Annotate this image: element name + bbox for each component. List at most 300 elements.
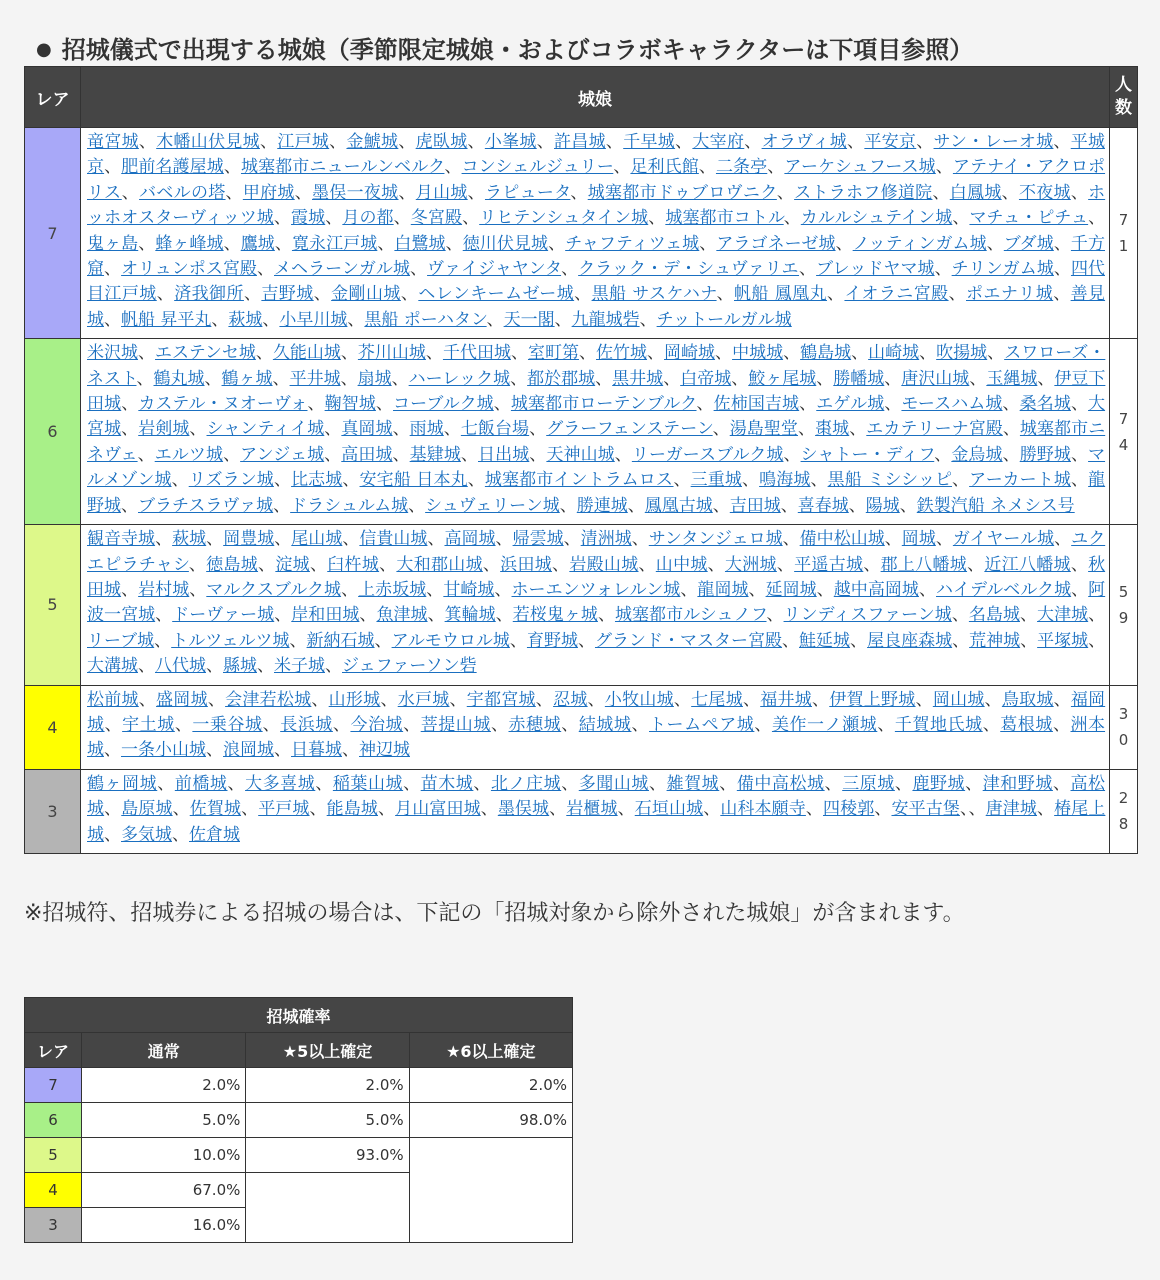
castle-girl-link[interactable]: 平井城 bbox=[289, 368, 341, 389]
castle-girl-link[interactable]: 吹揚城 bbox=[936, 343, 988, 364]
castle-girl-link[interactable]: 縣城 bbox=[223, 656, 257, 677]
castle-girl-link[interactable]: 四代目江戸城 bbox=[87, 259, 1105, 305]
castle-girl-link[interactable]: 小牧山城 bbox=[604, 689, 674, 710]
castle-girl-link[interactable]: 鶴丸城 bbox=[153, 368, 205, 389]
castle-girl-link[interactable]: アーケシュフース城 bbox=[784, 157, 936, 178]
castle-girl-link[interactable]: 中城城 bbox=[732, 343, 784, 364]
castle-girl-link[interactable]: 岸和田城 bbox=[291, 605, 360, 626]
castle-girl-link[interactable]: 岡崎城 bbox=[664, 343, 716, 364]
castle-girl-list: 竜宮城、木幡山伏見城、江戸城、金鯱城、虎臥城、小峯城、許昌城、千早城、大宰府、オラヴィ城、平安京、サン・レーオ城、平城京、肥前名護屋城、城塞都市ニュールンベルク、コンシェルジュリー、足利氏館、二条亭、アーケシュフース城、アテナイ・アクロポリス、バベルの塔、甲府城、墨俣一夜城、月山城、ラピュータ、城塞都市ドゥブロヴニク、ストラホフ修道院、白鳳城、不夜城、ホッホオスターヴィッツ城、霞城、月の都、冬宮殿、リヒテンシュタイン城、城塞都市コトル、カルルシュテイン城、マチュ・ピチュ、鬼ヶ島、蜂ヶ峰城、鷹城、寛永江戸城、白鷺城、徳川伏見城、チャフティツェ城、アラゴネーゼ城、ノッティンガム城、ブダ城、千方窟、オリュンポス宮殿、メヘラーンガル城、ヴァイジャヤンタ、クラック・デ・シュヴァリエ、ブレッドヤマ城、チリンガム城、四代目江戸城、済我御所、吉野城、金剛山城、ヘレンキームゼー城、黒船 サスケハナ、帆船 鳳凰丸、イオラニ宮殿、ポエナリ城、善見城、帆船 昇平丸、萩城、小早川城、黒船 ポーハタン、天一閣、九龍城砦、チットールガル城 bbox=[81, 128, 1110, 339]
castle-girl-link[interactable]: 延岡城 bbox=[765, 579, 817, 600]
castle-girl-link[interactable]: 尾山城 bbox=[291, 529, 343, 550]
castle-girl-link[interactable]: 肥前名護屋城 bbox=[121, 157, 224, 178]
castle-girl-link[interactable]: 若桜鬼ヶ城 bbox=[512, 605, 598, 626]
castle-girl-link[interactable]: 石垣山城 bbox=[634, 799, 704, 820]
prob-6plus-cell: 98.0% bbox=[409, 1103, 572, 1138]
castle-girl-link[interactable]: 雑賀城 bbox=[666, 773, 720, 794]
castle-girl-link[interactable]: 安平古堡 bbox=[891, 799, 960, 820]
castle-girl-link[interactable]: 四稜郭 bbox=[823, 799, 875, 820]
castle-girl-link[interactable]: 墨俣城 bbox=[497, 799, 550, 820]
castle-girl-link[interactable]: マルクスブルク城 bbox=[206, 579, 342, 600]
castle-girl-link[interactable]: ノッティンガム城 bbox=[852, 233, 987, 254]
castle-girl-link[interactable]: 雨城 bbox=[409, 419, 444, 440]
castle-girl-link[interactable]: 大多喜城 bbox=[245, 773, 316, 794]
castle-girl-link[interactable]: 葛根城 bbox=[1000, 714, 1053, 735]
castle-girl-link[interactable]: 平安京 bbox=[864, 132, 917, 152]
castle-girl-link[interactable]: 日出城 bbox=[478, 444, 530, 465]
castle-girl-link[interactable]: ドラシュルム城 bbox=[290, 495, 409, 516]
castle-girl-link[interactable]: 清洲城 bbox=[580, 529, 632, 550]
castle-girl-link[interactable]: 阿波一宮城 bbox=[87, 579, 1106, 626]
castle-girl-link[interactable]: 浜田城 bbox=[500, 554, 553, 575]
castle-girl-link[interactable]: 山中城 bbox=[655, 554, 708, 575]
castle-girls-table bbox=[24, 66, 1138, 854]
castle-girl-link[interactable]: 甲府城 bbox=[242, 182, 295, 203]
probability-title: 招城確率 bbox=[25, 998, 573, 1033]
castle-girl-link[interactable]: ストラホフ修道院 bbox=[794, 182, 933, 203]
castle-girl-link[interactable]: アルモウロル城 bbox=[391, 630, 510, 651]
castle-girl-link[interactable]: 八代城 bbox=[155, 656, 206, 677]
castle-girl-link[interactable]: 一乗谷城 bbox=[192, 714, 263, 735]
castle-girl-link[interactable]: 萩城 bbox=[172, 529, 207, 550]
castle-girl-link[interactable]: 真岡城 bbox=[341, 419, 393, 440]
castle-girl-link[interactable]: 一条小山城 bbox=[121, 740, 206, 761]
castle-girl-link[interactable]: 黒船 ミシシッピ bbox=[827, 470, 953, 491]
castle-girl-link[interactable]: 白鷺城 bbox=[394, 233, 446, 254]
castle-girl-link[interactable]: チリンガム城 bbox=[951, 259, 1054, 280]
castle-girl-link[interactable]: 箕輪城 bbox=[444, 605, 496, 626]
castle-girl-link[interactable]: 小早川城 bbox=[279, 309, 348, 330]
castle-girl-link[interactable]: 千代田城 bbox=[442, 343, 511, 364]
castle-girl-link[interactable]: 北ノ庄城 bbox=[490, 773, 562, 794]
heading-text: 招城儀式で出現する城娘（季節限定城娘・およびコラボキャラクターは下項目参照） bbox=[61, 36, 974, 64]
castle-girl-link[interactable]: 蜂ヶ峰城 bbox=[155, 233, 224, 254]
castle-girl-link[interactable]: ブダ城 bbox=[1003, 233, 1054, 254]
prob-rarity-cell: 5 bbox=[25, 1138, 82, 1173]
castle-girl-link[interactable]: 勝野城 bbox=[1019, 444, 1071, 465]
count-cell: 3 0 bbox=[1110, 685, 1138, 769]
castle-girl-link[interactable]: 二条亭 bbox=[715, 157, 768, 178]
castle-girl-link[interactable]: 済我御所 bbox=[174, 284, 244, 305]
castle-girl-link[interactable]: 大和郡山城 bbox=[396, 554, 483, 575]
castle-girl-link[interactable]: 吉田城 bbox=[729, 495, 781, 516]
castle-girl-link[interactable]: 小峯城 bbox=[484, 132, 537, 152]
castle-girl-link[interactable]: 観音寺城 bbox=[87, 529, 156, 550]
castle-girl-link[interactable]: 高岡城 bbox=[444, 529, 496, 550]
castle-girl-link[interactable]: 大宰府 bbox=[692, 132, 745, 152]
castle-girl-link[interactable]: 魚津城 bbox=[376, 605, 428, 626]
prob-normal-cell: 5.0% bbox=[82, 1103, 246, 1138]
castle-girl-link[interactable]: カルルシュテイン城 bbox=[800, 208, 953, 229]
castle-girl-link[interactable]: 足利氏館 bbox=[630, 157, 699, 178]
probability-row bbox=[25, 1068, 573, 1103]
castle-girl-link[interactable]: 鷹城 bbox=[240, 233, 275, 254]
castle-girl-link[interactable]: 城塞都市ニネヴェ bbox=[87, 419, 1106, 465]
castle-girl-link[interactable]: スワローズ・ネスト bbox=[87, 343, 1106, 389]
castle-girl-link[interactable]: 墨俣一夜城 bbox=[312, 182, 399, 203]
castle-girl-link[interactable]: 鶴ヶ城 bbox=[221, 368, 273, 389]
castle-girl-link[interactable]: サン・レーオ城 bbox=[933, 132, 1054, 152]
castle-girl-link[interactable]: 近江八幡城 bbox=[984, 554, 1071, 575]
castle-girl-link[interactable]: 荒神城 bbox=[969, 630, 1021, 651]
castle-girl-link[interactable]: 城塞都市ルシュノフ bbox=[614, 605, 767, 626]
prob-rarity-cell: 3 bbox=[25, 1208, 82, 1243]
castle-girl-link[interactable]: 唐津城 bbox=[985, 799, 1038, 820]
castle-girl-link[interactable]: サンタンジェロ城 bbox=[648, 529, 783, 550]
castle-girl-link[interactable]: マチュ・ピチュ bbox=[969, 208, 1089, 229]
castle-girl-link[interactable]: 玉縄城 bbox=[986, 368, 1038, 389]
castle-girl-link[interactable]: 伊賀上野城 bbox=[829, 689, 916, 710]
castle-girl-link[interactable]: 天一閣 bbox=[503, 309, 555, 330]
castle-girl-link[interactable]: ポエナリ城 bbox=[966, 284, 1054, 305]
castle-girl-link[interactable]: カステル・ヌオーヴォ bbox=[138, 394, 308, 415]
castle-girl-link[interactable]: 信貴山城 bbox=[359, 529, 428, 550]
castle-girl-link[interactable]: 千早城 bbox=[623, 132, 676, 152]
castle-girl-link[interactable]: 白鳳城 bbox=[949, 182, 1002, 203]
castle-girl-link[interactable]: 霞城 bbox=[291, 208, 326, 229]
castle-girl-link[interactable]: 鳴海城 bbox=[759, 470, 811, 491]
castle-girl-link[interactable]: 岩村城 bbox=[138, 579, 190, 600]
castle-girl-link[interactable]: エステンセ城 bbox=[155, 343, 256, 364]
castle-girl-link[interactable]: 白帝城 bbox=[680, 368, 732, 389]
castle-girl-link[interactable]: シャンティイ城 bbox=[206, 419, 325, 440]
castle-girl-link[interactable]: 徳川伏見城 bbox=[462, 233, 549, 254]
castle-girl-link[interactable]: 備中高松城 bbox=[736, 773, 825, 794]
castle-girl-link[interactable]: 会津若松城 bbox=[225, 689, 312, 710]
castle-girl-link[interactable]: ガイヤール城 bbox=[952, 529, 1055, 550]
castle-girl-link[interactable]: 帆船 鳳凰丸 bbox=[734, 284, 828, 305]
castle-girl-link[interactable]: リヒテンシュタイン城 bbox=[479, 208, 649, 229]
castle-girl-link[interactable]: 金鯱城 bbox=[346, 132, 399, 152]
castle-girl-link[interactable]: 九龍城砦 bbox=[571, 309, 640, 330]
castle-girl-link[interactable]: 大津城 bbox=[1037, 605, 1089, 626]
castle-girl-link[interactable]: リーガースブルク城 bbox=[631, 444, 784, 465]
castle-girl-link[interactable]: 月山城 bbox=[415, 182, 468, 203]
castle-girl-link[interactable]: メヘラーンガル城 bbox=[274, 259, 411, 280]
castle-girl-link[interactable]: 岡豊城 bbox=[223, 529, 275, 550]
rarity-row bbox=[25, 128, 1138, 339]
castle-girl-link[interactable]: 木幡山伏見城 bbox=[156, 132, 260, 152]
castle-girl-link[interactable]: 黒船 ポーハタン bbox=[364, 309, 487, 330]
castle-girl-link[interactable]: コーブルク城 bbox=[393, 394, 494, 415]
castle-girl-link[interactable]: 屋良座森城 bbox=[867, 630, 953, 651]
castle-girl-link[interactable]: シャトー・ディフ bbox=[800, 444, 935, 465]
castle-girl-link[interactable]: 神辺城 bbox=[359, 740, 410, 761]
castle-girl-link[interactable]: 鶴島城 bbox=[800, 343, 852, 364]
castle-girl-link[interactable]: 越中高岡城 bbox=[833, 579, 919, 600]
castle-girl-link[interactable]: 名島城 bbox=[968, 605, 1020, 626]
castle-girl-link[interactable]: 米子城 bbox=[274, 656, 325, 677]
castle-girl-link[interactable]: グランド・マスター宮殿 bbox=[594, 630, 783, 651]
castle-girl-link[interactable]: 千賀地氏城 bbox=[894, 714, 983, 735]
castle-girl-link[interactable]: 湯島聖堂 bbox=[729, 419, 798, 440]
castle-girl-link[interactable]: 扇城 bbox=[357, 368, 392, 389]
castle-girl-link[interactable]: オリュンポス宮殿 bbox=[121, 259, 257, 280]
girls-header: 城娘 bbox=[81, 67, 1110, 128]
castle-girl-link[interactable]: 虎臥城 bbox=[415, 132, 468, 152]
castle-girl-link[interactable]: 桑名城 bbox=[1019, 394, 1071, 415]
castle-girl-link[interactable]: 岡城 bbox=[901, 529, 936, 550]
castle-girl-link[interactable]: 七尾城 bbox=[691, 689, 743, 710]
castle-girl-link[interactable]: 三重城 bbox=[690, 470, 742, 491]
castle-girl-link[interactable]: 上赤坂城 bbox=[358, 579, 427, 600]
bullet-icon: ● bbox=[36, 39, 52, 60]
castle-girl-link[interactable]: 月山富田城 bbox=[395, 799, 481, 820]
castle-girl-link[interactable]: 山形城 bbox=[328, 689, 381, 710]
castle-girl-link[interactable]: 龍野城 bbox=[87, 470, 1106, 516]
castle-girl-link[interactable]: 大溝城 bbox=[87, 656, 138, 677]
castle-girl-link[interactable]: 江戸城 bbox=[277, 132, 330, 152]
castle-girl-link[interactable]: 帆船 昇平丸 bbox=[121, 309, 212, 330]
castle-girl-link[interactable]: 鳥取城 bbox=[1001, 689, 1054, 710]
castle-girl-link[interactable]: 結城城 bbox=[578, 714, 632, 735]
castle-girl-link[interactable]: 龍岡城 bbox=[697, 579, 749, 600]
castle-girl-link[interactable]: 苗木城 bbox=[420, 773, 474, 794]
castle-girl-link[interactable]: 城塞都市ニュールンベルク bbox=[240, 157, 445, 178]
castle-girl-link[interactable]: 日暮城 bbox=[291, 740, 342, 761]
castle-girl-link[interactable]: 帰雲城 bbox=[512, 529, 564, 550]
castle-girl-link[interactable]: 盛岡城 bbox=[156, 689, 208, 710]
prob-normal-cell: 16.0% bbox=[82, 1208, 246, 1243]
castle-girl-link[interactable]: 善見城 bbox=[87, 284, 1106, 330]
castle-girl-link[interactable]: 七飯台場 bbox=[460, 419, 530, 440]
castle-girl-link[interactable]: ブラチスラヴァ城 bbox=[138, 495, 274, 516]
castle-girl-link[interactable]: 勝連城 bbox=[576, 495, 628, 516]
castle-girl-link[interactable]: 鳳凰古城 bbox=[644, 495, 713, 516]
castle-girl-link[interactable]: 山崎城 bbox=[868, 343, 920, 364]
castle-girl-link[interactable]: 吉野城 bbox=[261, 284, 314, 305]
castle-girl-link[interactable]: ホッホオスターヴィッツ城 bbox=[87, 182, 1106, 229]
castle-girl-link[interactable]: トームペア城 bbox=[649, 714, 755, 735]
castle-girl-link[interactable]: 城塞都市コトル bbox=[665, 208, 784, 229]
prob-6plus-empty bbox=[409, 1138, 572, 1243]
castle-girl-link[interactable]: 鞠智城 bbox=[324, 394, 376, 415]
castle-girl-link[interactable]: 比志城 bbox=[291, 470, 343, 491]
castle-girl-link[interactable]: 黒船 サスケハナ bbox=[591, 284, 717, 305]
castle-girl-link[interactable]: エカテリーナ宮殿 bbox=[866, 419, 1003, 440]
castle-girl-link[interactable]: 山科本願寺 bbox=[720, 799, 806, 820]
castle-girl-link[interactable]: ドーヴァー城 bbox=[172, 605, 275, 626]
castle-girl-link[interactable]: エルツ城 bbox=[154, 444, 224, 465]
prob-normal-cell: 2.0% bbox=[82, 1068, 246, 1103]
castle-girl-link[interactable]: 美作一ノ瀬城 bbox=[771, 714, 878, 735]
castle-girl-link[interactable]: 月の都 bbox=[342, 208, 394, 229]
castle-girl-link[interactable]: モースハム城 bbox=[901, 394, 1003, 415]
castle-girl-link[interactable]: 宇都宮城 bbox=[466, 689, 536, 710]
castle-girl-link[interactable]: 育野城 bbox=[526, 630, 578, 651]
castle-girl-list: 米沢城、エステンセ城、久能山城、芥川山城、千代田城、室町第、佐竹城、岡崎城、中城城、鶴島城、山崎城、吹揚城、スワローズ・ネスト、鶴丸城、鶴ヶ城、平井城、扇城、ハーレック城、都於郡城、黒井城、白帝城、鮫ヶ尾城、勝幡城、唐沢山城、玉縄城、伊豆下田城、カステル・ヌオーヴォ、鞠智城、コーブルク城、城塞都市ローテンブルク、佐柿国吉城、エゲル城、モースハム城、桑名城、大宮城、岩剣城、シャンティイ城、真岡城、雨城、七飯台場、グラーフェンステーン、湯島聖堂、棗城、エカテリーナ宮殿、城塞都市ニネヴェ、エルツ城、アンジェ城、高田城、基肄城、日出城、天神山城、リーガースブルク城、シャトー・ディフ、金烏城、勝野城、マルメゾン城、リズラン城、比志城、安宅船 日本丸、城塞都市イントラムロス、三重城、鳴海城、黒船 ミシシッピ、アーカート城、龍野城、ブラチスラヴァ城、ドラシュルム城、シュヴェリーン城、勝連城、鳳凰古城、吉田城、喜春城、陽城、鉄製汽船 ネメシス号 bbox=[81, 339, 1110, 525]
castle-girl-link[interactable]: 能島城 bbox=[326, 799, 378, 820]
castle-girl-link[interactable]: 久能山城 bbox=[272, 343, 341, 364]
castle-girl-link[interactable]: 鮭延城 bbox=[799, 630, 851, 651]
castle-girl-list: 観音寺城、萩城、岡豊城、尾山城、信貴山城、高岡城、帰雲城、清洲城、サンタンジェロ城、備中松山城、岡城、ガイヤール城、ユクエピラチャシ、徳島城、淀城、臼杵城、大和郡山城、浜田城、岩殿山城、山中城、大洲城、平遥古城、郡上八幡城、近江八幡城、秋田城、岩村城、マルクスブルク城、上赤坂城、甘崎城、ホーエンツォレルン城、龍岡城、延岡城、越中高岡城、ハイデルベルク城、阿波一宮城、ドーヴァー城、岸和田城、魚津城、箕輪城、若桜鬼ヶ城、城塞都市ルシュノフ、リンディスファーン城、名島城、大津城、リーブ城、トルツェルツ城、新納石城、アルモウロル城、育野城、グランド・マスター宮殿、鮭延城、屋良座森城、荒神城、平塚城、大溝城、八代城、縣城、米子城、ジェファーソン砦 bbox=[81, 525, 1110, 685]
castle-girl-link[interactable]: 長浜城 bbox=[280, 714, 333, 735]
castle-girl-link[interactable]: 甘崎城 bbox=[443, 579, 495, 600]
castle-girl-link[interactable]: 大宮城 bbox=[87, 394, 1106, 440]
castle-girl-link[interactable]: ヘレンキームゼー城 bbox=[418, 284, 575, 305]
castle-girl-link[interactable]: 都於郡城 bbox=[527, 368, 596, 389]
castle-girl-link[interactable]: 岡山城 bbox=[932, 689, 985, 710]
castle-girl-link[interactable]: エゲル城 bbox=[816, 394, 885, 415]
castle-girl-link[interactable]: 備中松山城 bbox=[799, 529, 885, 550]
castle-girl-link[interactable]: 基肄城 bbox=[409, 444, 461, 465]
castle-girl-link[interactable]: 勝幡城 bbox=[833, 368, 885, 389]
castle-girl-link[interactable]: 新納石城 bbox=[306, 630, 375, 651]
castle-girl-link[interactable]: 高田城 bbox=[341, 444, 393, 465]
castle-girl-link[interactable]: バベルの塔 bbox=[139, 182, 226, 203]
castle-girl-link[interactable]: 郡上八幡城 bbox=[880, 554, 968, 575]
castle-girl-link[interactable]: 佐竹城 bbox=[596, 343, 648, 364]
castle-girl-link[interactable]: 鮫ヶ尾城 bbox=[748, 368, 817, 389]
castle-girl-link[interactable]: 高松城 bbox=[87, 773, 1106, 820]
castle-girl-link[interactable]: 冬宮殿 bbox=[410, 208, 463, 229]
prob-header-rarity: レア bbox=[25, 1033, 82, 1068]
castle-girl-link[interactable]: グラーフェンステーン bbox=[546, 419, 713, 440]
castle-girl-link[interactable]: 徳島城 bbox=[206, 554, 259, 575]
rarity-cell: 5 bbox=[25, 525, 81, 685]
castle-girl-link[interactable]: ヴァイジャヤンタ bbox=[427, 259, 562, 280]
castle-girl-link[interactable]: 臼杵城 bbox=[327, 554, 380, 575]
castle-girl-link[interactable]: リズラン城 bbox=[188, 470, 274, 491]
castle-girl-link[interactable]: リーブ城 bbox=[87, 630, 155, 651]
castle-girl-link[interactable]: 鉄製汽船 ネメシス号 bbox=[916, 495, 1075, 516]
castle-girl-link[interactable]: 喜春城 bbox=[797, 495, 849, 516]
castle-girl-link[interactable]: 室町第 bbox=[527, 343, 579, 364]
castle-girl-link[interactable]: 津和野城 bbox=[982, 773, 1053, 794]
count-cell: 5 9 bbox=[1110, 525, 1138, 685]
rarity-cell: 4 bbox=[25, 685, 81, 769]
castle-girl-link[interactable]: アラゴネーゼ城 bbox=[716, 233, 836, 254]
castle-girl-link[interactable]: 城塞都市イントラムロス bbox=[484, 470, 674, 491]
castle-girl-link[interactable]: 城塞都市ローテンブルク bbox=[510, 394, 697, 415]
castle-girl-link[interactable]: 三原城 bbox=[842, 773, 895, 794]
castle-girl-link[interactable]: 平戸城 bbox=[258, 799, 310, 820]
castle-girl-link[interactable]: 平城京 bbox=[87, 132, 1106, 178]
castle-girl-link[interactable]: イオラニ宮殿 bbox=[844, 284, 949, 305]
castle-girl-link[interactable]: ジェファーソン砦 bbox=[342, 656, 477, 677]
castle-girl-link[interactable]: 千方窟 bbox=[87, 233, 1105, 280]
castle-girl-link[interactable]: 佐賀城 bbox=[189, 799, 242, 820]
castle-girl-link[interactable]: 前橋城 bbox=[174, 773, 228, 794]
castle-girl-link[interactable]: チャフティツェ城 bbox=[565, 233, 700, 254]
count-header-text: 人 数 bbox=[1115, 75, 1132, 118]
castle-girl-link[interactable]: ハイデルベルク城 bbox=[936, 579, 1072, 600]
castle-girl-link[interactable]: トルツェルツ城 bbox=[171, 630, 290, 651]
castle-girl-link[interactable]: 米沢城 bbox=[87, 343, 139, 364]
castle-girl-link[interactable]: 萩城 bbox=[228, 309, 263, 330]
castle-girl-link[interactable]: マルメゾン城 bbox=[87, 444, 1106, 491]
castle-girl-link[interactable]: 多気城 bbox=[121, 824, 172, 845]
note-text: ※招城符、招城券による招城の場合は、下記の「招城対象から除外された城娘」が含まれます。 bbox=[24, 901, 965, 926]
rarity-header: レア bbox=[25, 67, 81, 128]
castle-girl-link[interactable]: ユクエピラチャシ bbox=[87, 529, 1106, 575]
rarity-row bbox=[25, 525, 1138, 685]
castle-girl-link[interactable]: 伊豆下田城 bbox=[87, 368, 1106, 415]
rarity-cell: 6 bbox=[25, 339, 81, 525]
castle-girl-link[interactable]: 浪岡城 bbox=[223, 740, 274, 761]
castle-girl-link[interactable]: シュヴェリーン城 bbox=[425, 495, 560, 516]
castle-girl-link[interactable]: 金烏城 bbox=[951, 444, 1003, 465]
castle-girl-link[interactable]: 鶴ヶ岡城 bbox=[87, 773, 158, 794]
castle-girl-link[interactable]: 洲本城 bbox=[87, 714, 1106, 761]
prob-rarity-cell: 7 bbox=[25, 1068, 82, 1103]
castle-girl-link[interactable]: ラピュータ bbox=[484, 182, 571, 203]
castle-girl-link[interactable]: コンシェルジュリー bbox=[461, 157, 614, 178]
castle-girl-link[interactable]: 佐倉城 bbox=[189, 824, 240, 845]
castle-girl-link[interactable]: 唐沢山城 bbox=[901, 368, 970, 389]
castle-girl-link[interactable]: 城塞都市ドゥブロヴニク bbox=[587, 182, 777, 203]
castle-girl-link[interactable]: 椿尾上城 bbox=[87, 799, 1106, 845]
castle-girl-link[interactable]: 稲葉山城 bbox=[332, 773, 404, 794]
prob-5plus-cell: 2.0% bbox=[246, 1068, 409, 1103]
castle-girl-link[interactable]: クラック・デ・シュヴァリエ bbox=[578, 259, 800, 280]
castle-girl-link[interactable]: 岩剣城 bbox=[138, 419, 190, 440]
castle-girl-link[interactable]: 福井城 bbox=[760, 689, 812, 710]
castle-girl-link[interactable]: 今治城 bbox=[350, 714, 404, 735]
castle-girl-link[interactable]: 佐柿国吉城 bbox=[713, 394, 800, 415]
castle-girl-link[interactable]: 多聞山城 bbox=[578, 773, 649, 794]
prob-header-normal: 通常 bbox=[82, 1033, 246, 1068]
prob-6plus-cell: 2.0% bbox=[409, 1068, 572, 1103]
prob-normal-cell: 67.0% bbox=[82, 1173, 246, 1208]
castle-girl-link[interactable]: 安宅船 日本丸 bbox=[359, 470, 468, 491]
rarity-row bbox=[25, 339, 1138, 525]
probability-row bbox=[25, 1103, 573, 1138]
castle-girl-link[interactable]: 福岡城 bbox=[87, 689, 1106, 735]
castle-girl-link[interactable]: 天神山城 bbox=[546, 444, 615, 465]
castle-girl-link[interactable]: チットールガル城 bbox=[656, 309, 792, 330]
castle-girl-link[interactable]: アテナイ・アクロポリス bbox=[87, 157, 1106, 203]
castle-girl-link[interactable]: 不夜城 bbox=[1018, 182, 1071, 203]
castle-girl-link[interactable]: ブレッドヤマ城 bbox=[816, 259, 935, 280]
castle-girl-list: 松前城、盛岡城、会津若松城、山形城、水戸城、宇都宮城、忍城、小牧山城、七尾城、福井城、伊賀上野城、岡山城、鳥取城、福岡城、宇土城、一乗谷城、長浜城、今治城、菩提山城、赤穂城、結城城、トームペア城、美作一ノ瀬城、千賀地氏城、葛根城、洲本城、一条小山城、浪岡城、日暮城、神辺城 bbox=[81, 685, 1110, 769]
castle-girl-link[interactable]: 鬼ヶ島 bbox=[87, 233, 139, 254]
castle-girl-link[interactable]: 岩櫃城 bbox=[566, 799, 618, 820]
castle-girl-link[interactable]: 平塚城 bbox=[1037, 630, 1089, 651]
castle-girl-link[interactable]: 島原城 bbox=[121, 799, 173, 820]
castle-girl-link[interactable]: 淀城 bbox=[275, 554, 310, 575]
probability-row bbox=[25, 1138, 573, 1173]
castle-girl-link[interactable]: 許昌城 bbox=[554, 132, 606, 152]
castle-girl-link[interactable]: 水戸城 bbox=[397, 689, 450, 710]
castle-girl-link[interactable]: オラヴィ城 bbox=[761, 132, 848, 152]
castle-girl-link[interactable]: 松前城 bbox=[87, 689, 139, 710]
castle-girl-link[interactable]: 寛永江戸城 bbox=[291, 233, 378, 254]
castle-girl-link[interactable]: 忍城 bbox=[553, 689, 588, 710]
castle-girl-link[interactable]: ホーエンツォレルン城 bbox=[511, 579, 681, 600]
castle-girl-link[interactable]: 菩提山城 bbox=[420, 714, 491, 735]
castle-girl-link[interactable]: 棗城 bbox=[815, 419, 850, 440]
castle-girl-link[interactable]: 大洲城 bbox=[724, 554, 777, 575]
castle-girl-link[interactable]: 芥川山城 bbox=[357, 343, 426, 364]
castle-girl-link[interactable]: 黒井城 bbox=[612, 368, 664, 389]
castle-girl-link[interactable]: 赤穂城 bbox=[508, 714, 562, 735]
castle-girl-link[interactable]: 金剛山城 bbox=[331, 284, 401, 305]
castle-girl-link[interactable]: 平遥古城 bbox=[794, 554, 864, 575]
castle-girl-link[interactable]: アンジェ城 bbox=[240, 444, 325, 465]
castle-girl-link[interactable]: アーカート城 bbox=[969, 470, 1071, 491]
castle-girl-link[interactable]: 鹿野城 bbox=[912, 773, 966, 794]
castle-girl-link[interactable]: 陽城 bbox=[865, 495, 900, 516]
prob-normal-cell: 10.0% bbox=[82, 1138, 246, 1173]
castle-girl-link[interactable]: リンディスファーン城 bbox=[783, 605, 952, 626]
rarity-row bbox=[25, 769, 1138, 853]
castle-girl-link[interactable]: 宇土城 bbox=[122, 714, 175, 735]
castle-girl-link[interactable]: 竜宮城 bbox=[87, 132, 139, 152]
castle-girl-link[interactable]: ハーレック城 bbox=[408, 368, 511, 389]
castle-girl-link[interactable]: 岩殿山城 bbox=[569, 554, 639, 575]
castle-girl-link[interactable]: 秋田城 bbox=[87, 554, 1106, 600]
